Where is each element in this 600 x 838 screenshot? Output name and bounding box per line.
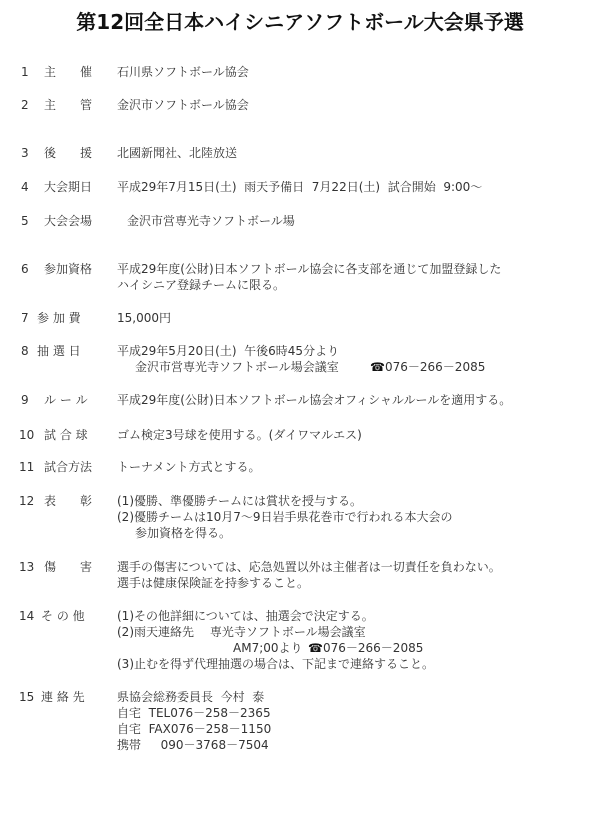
item-number: 15 (19, 690, 35, 704)
item-label: 参加資格 (44, 262, 93, 276)
item-label: 連 絡 先 (41, 690, 85, 704)
item-label: 主 管 (44, 98, 93, 112)
phone-number: 076－266－2085 (323, 641, 424, 655)
item-number: 13 (19, 560, 35, 574)
item-number: 7 (21, 311, 29, 325)
item-value: 金沢市ソフトボール協会 (117, 98, 249, 112)
item-value: AM7;00より (233, 641, 303, 655)
mobile: 携帯 090－3768－7504 (117, 738, 269, 752)
item-value: 選手の傷害については、応急処置以外は主催者は一切責任を負わない。 (117, 560, 501, 574)
page-title: 第12回全日本ハイシニアソフトボール大会県予選 (76, 10, 524, 34)
home-fax: 自宅 FAX076－258－1150 (117, 722, 272, 736)
item-number: 9 (21, 393, 29, 407)
item-number: 4 (21, 180, 29, 194)
home-tel: 自宅 TEL076－258－2365 (117, 706, 271, 720)
item-number: 14 (19, 609, 35, 623)
item-value: 平成29年度(公財)日本ソフトボール協会オフィシャルルールを適用する。 (117, 393, 512, 407)
item-label: 表 彰 (44, 494, 93, 508)
item-number: 8 (21, 344, 29, 358)
item-value: ゴム検定3号球を使用する。(ダイワマルエス) (117, 428, 362, 442)
item-label: 主 催 (44, 65, 93, 79)
item-value: 金沢市営専光寺ソフトボール場会議室 (135, 360, 339, 374)
item-label: 傷 害 (44, 560, 93, 574)
item-number: 1 (21, 65, 29, 79)
item-value: 選手は健康保険証を持参すること。 (117, 576, 310, 590)
item-value: 平成29年度(公財)日本ソフトボール協会に各支部を通じて加盟登録した (117, 262, 502, 276)
item-value: 平成29年7月15日(土) 雨天予備日 7月22日(土) 試合開始 9:00〜 (117, 180, 483, 194)
item-number: 11 (19, 460, 35, 474)
item-value: (1)その他詳細については、抽選会で決定する。 (117, 609, 374, 623)
phone-icon: ☎ (308, 641, 323, 655)
item-number: 12 (19, 494, 35, 508)
item-value: (1)優勝、準優勝チームには賞状を授与する。 (117, 494, 362, 508)
item-value: (2)優勝チームは10月7〜9日岩手県花巻市で行われる本大会の (117, 510, 453, 524)
item-number: 5 (21, 214, 29, 228)
item-label: そ の 他 (41, 609, 85, 623)
item-label: ル ー ル (44, 393, 88, 407)
item-number: 3 (21, 146, 29, 160)
item-value: (2)雨天連絡先 専光寺ソフトボール場会議室 (117, 625, 366, 639)
item-value: 参加資格を得る。 (135, 526, 232, 540)
item-label: 大会期日 (44, 180, 93, 194)
item-number: 10 (19, 428, 35, 442)
item-number: 6 (21, 262, 29, 276)
item-value: (3)止むを得ず代理抽選の場合は、下記まで連絡すること。 (117, 657, 435, 671)
item-value: 北國新聞社、北陸放送 (117, 146, 238, 160)
item-value: 15,000円 (117, 311, 171, 325)
phone-number: 076－266－2085 (385, 360, 486, 374)
item-label: 後 援 (44, 146, 93, 160)
item-value: トーナメント方式とする。 (117, 460, 261, 474)
item-label: 大会会場 (44, 214, 93, 228)
item-label: 参 加 費 (37, 311, 81, 325)
item-label: 試 合 球 (44, 428, 88, 442)
item-label: 試合方法 (44, 460, 93, 474)
phone-icon: ☎ (370, 360, 385, 374)
item-value: 石川県ソフトボール協会 (117, 65, 249, 79)
item-value: ハイシニア登録チームに限る。 (117, 278, 286, 292)
item-value: 金沢市営専光寺ソフトボール場 (127, 214, 295, 228)
item-number: 2 (21, 98, 29, 112)
item-label: 抽 選 日 (37, 344, 81, 358)
item-value: 平成29年5月20日(土) 午後6時45分より (117, 344, 340, 358)
item-value: 県協会総務委員長 今村 泰 (117, 690, 265, 704)
